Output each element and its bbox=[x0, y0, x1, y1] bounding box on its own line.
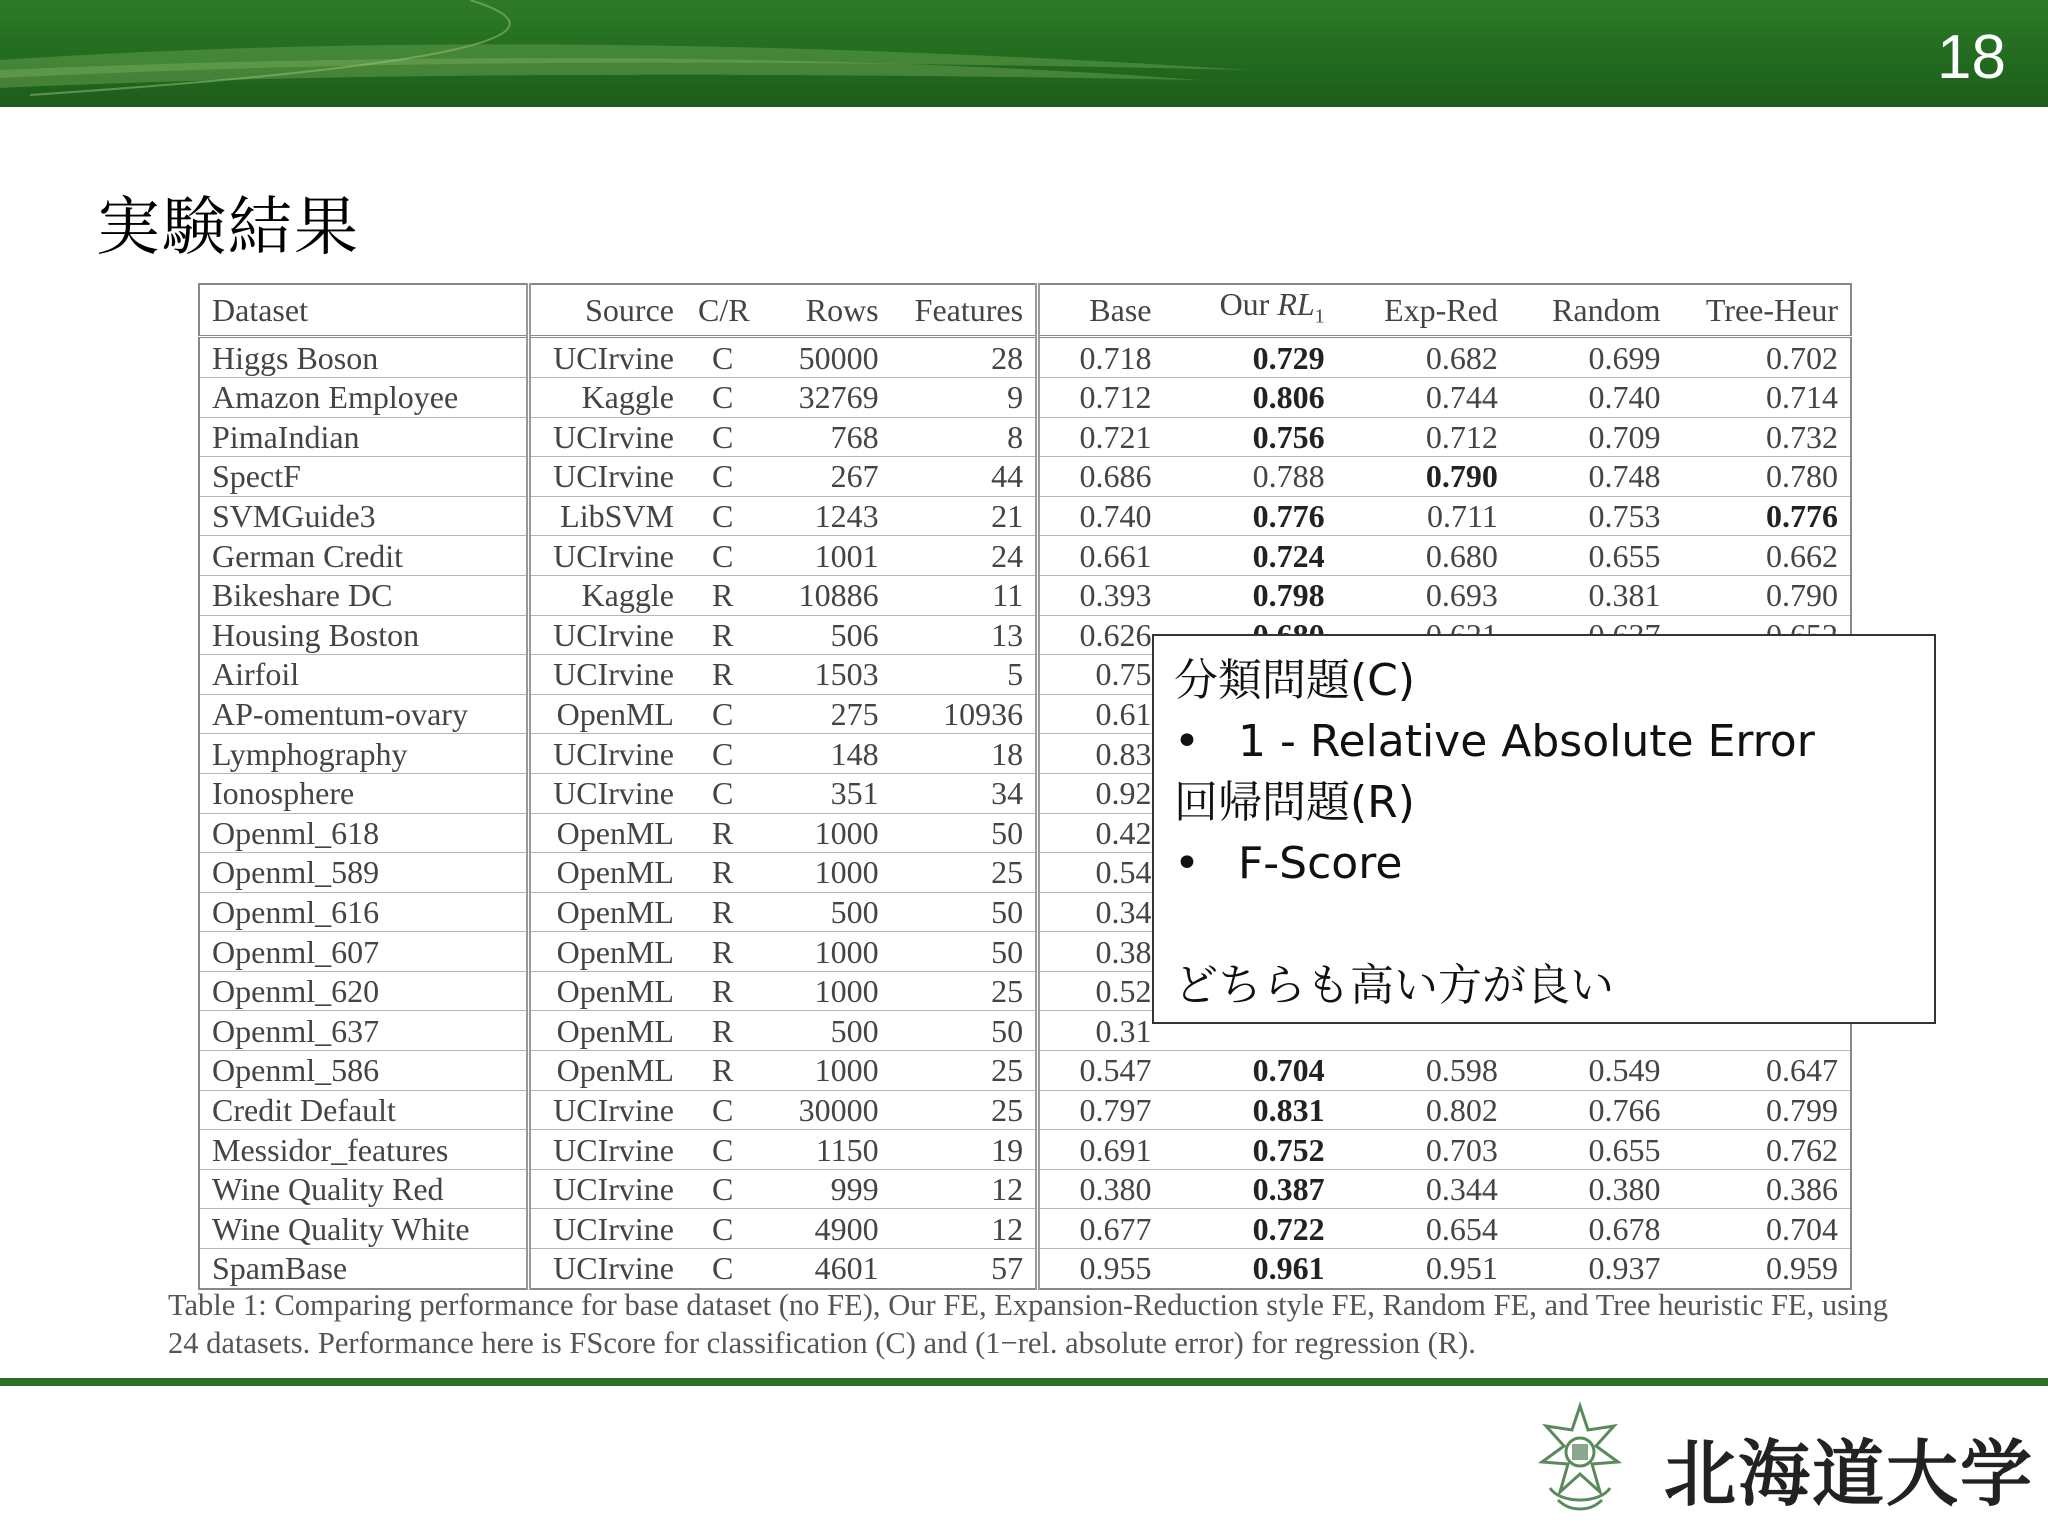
cell-rows: 768 bbox=[759, 417, 890, 457]
cell-base: 0.740 bbox=[1038, 496, 1164, 536]
cell-our: 0.831 bbox=[1164, 1090, 1337, 1130]
cell-our: 0.806 bbox=[1164, 377, 1337, 417]
cell-source: OpenML bbox=[529, 892, 686, 932]
cell-dataset: Ionosphere bbox=[199, 773, 529, 813]
cell-features: 19 bbox=[891, 1130, 1038, 1170]
cell-source: OpenML bbox=[529, 971, 686, 1011]
regression-heading: 回帰問題(R) bbox=[1174, 777, 1415, 828]
cell-cr: C bbox=[686, 457, 759, 497]
classification-metric: 1 - Relative Absolute Error bbox=[1238, 716, 1815, 767]
cell-source: UCIrvine bbox=[529, 1249, 686, 1289]
bullet-marker: • bbox=[1174, 716, 1200, 767]
cell-dataset: Credit Default bbox=[199, 1090, 529, 1130]
cell-source: OpenML bbox=[529, 813, 686, 853]
cell-tree-heur: 0.799 bbox=[1673, 1090, 1851, 1130]
cell-dataset: Housing Boston bbox=[199, 615, 529, 655]
cell-rows: 32769 bbox=[759, 377, 890, 417]
cell-tree-heur: 0.790 bbox=[1673, 575, 1851, 615]
cell-cr: C bbox=[686, 496, 759, 536]
table-row bbox=[199, 1249, 1851, 1289]
cell-rows: 1000 bbox=[759, 813, 890, 853]
legend-conclusion: どちらも高い方が良い bbox=[1174, 960, 1614, 1011]
cell-dataset: Lymphography bbox=[199, 734, 529, 774]
cell-features: 12 bbox=[891, 1169, 1038, 1209]
header-banner bbox=[0, 0, 2048, 107]
cell-features: 25 bbox=[891, 1090, 1038, 1130]
cell-our: 0.776 bbox=[1164, 496, 1337, 536]
cell-source: OpenML bbox=[529, 1051, 686, 1091]
cell-random: 0.937 bbox=[1510, 1249, 1673, 1289]
cell-cr: C bbox=[686, 1169, 759, 1209]
cell-features: 13 bbox=[891, 615, 1038, 655]
cell-tree-heur: 0.714 bbox=[1673, 377, 1851, 417]
cell-base: 0.547 bbox=[1038, 1051, 1164, 1091]
cell-base: 0.393 bbox=[1038, 575, 1164, 615]
cell-source: Kaggle bbox=[529, 575, 686, 615]
cell-base: 0.718 bbox=[1038, 337, 1164, 378]
cell-features: 50 bbox=[891, 1011, 1038, 1051]
cell-features: 9 bbox=[891, 377, 1038, 417]
cell-base: 0.712 bbox=[1038, 377, 1164, 417]
cell-our: 0.798 bbox=[1164, 575, 1337, 615]
cell-source: UCIrvine bbox=[529, 1130, 686, 1170]
cell-rows: 1000 bbox=[759, 932, 890, 972]
cell-source: UCIrvine bbox=[529, 417, 686, 457]
cell-random: 0.740 bbox=[1510, 377, 1673, 417]
cell-cr: R bbox=[686, 655, 759, 695]
cell-random: 0.381 bbox=[1510, 575, 1673, 615]
cell-our: 0.387 bbox=[1164, 1169, 1337, 1209]
cell-base: 0.691 bbox=[1038, 1130, 1164, 1170]
header-our-rl1 bbox=[1164, 284, 1337, 337]
cell-source: UCIrvine bbox=[529, 536, 686, 576]
cell-features: 12 bbox=[891, 1209, 1038, 1249]
cell-exp-red: 0.680 bbox=[1337, 536, 1510, 576]
cell-features: 10936 bbox=[891, 694, 1038, 734]
cell-rows: 1000 bbox=[759, 1051, 890, 1091]
cell-our: 0.729 bbox=[1164, 337, 1337, 378]
cell-source: UCIrvine bbox=[529, 1090, 686, 1130]
header-our-label: Our bbox=[1219, 286, 1270, 322]
cell-our: 0.724 bbox=[1164, 536, 1337, 576]
cell-source: UCIrvine bbox=[529, 773, 686, 813]
cell-cr: C bbox=[686, 1249, 759, 1289]
cell-dataset: Openml_589 bbox=[199, 853, 529, 893]
table-row bbox=[199, 1169, 1851, 1209]
cell-random: 0.678 bbox=[1510, 1209, 1673, 1249]
cell-base: 0.61 bbox=[1038, 694, 1164, 734]
cell-base: 0.955 bbox=[1038, 1249, 1164, 1289]
regression-metric: F-Score bbox=[1238, 838, 1403, 889]
cell-cr: R bbox=[686, 813, 759, 853]
cell-features: 25 bbox=[891, 971, 1038, 1011]
cell-dataset: Airfoil bbox=[199, 655, 529, 695]
cell-rows: 506 bbox=[759, 615, 890, 655]
university-crest-icon bbox=[1530, 1400, 1630, 1518]
cell-random: 0.549 bbox=[1510, 1051, 1673, 1091]
header-exp-red: Exp-Red bbox=[1337, 284, 1510, 337]
cell-dataset: PimaIndian bbox=[199, 417, 529, 457]
cell-dataset: Openml_586 bbox=[199, 1051, 529, 1091]
cell-base: 0.42 bbox=[1038, 813, 1164, 853]
cell-cr: C bbox=[686, 1209, 759, 1249]
cell-tree-heur: 0.704 bbox=[1673, 1209, 1851, 1249]
cell-rows: 500 bbox=[759, 1011, 890, 1051]
cell-our: 0.722 bbox=[1164, 1209, 1337, 1249]
cell-dataset: German Credit bbox=[199, 536, 529, 576]
cell-cr: R bbox=[686, 1051, 759, 1091]
cell-source: UCIrvine bbox=[529, 734, 686, 774]
cell-source: UCIrvine bbox=[529, 655, 686, 695]
cell-cr: R bbox=[686, 971, 759, 1011]
cell-exp-red: 0.344 bbox=[1337, 1169, 1510, 1209]
cell-base: 0.686 bbox=[1038, 457, 1164, 497]
cell-rows: 267 bbox=[759, 457, 890, 497]
cell-rows: 30000 bbox=[759, 1090, 890, 1130]
cell-rows: 4601 bbox=[759, 1249, 890, 1289]
cell-cr: R bbox=[686, 853, 759, 893]
footer-divider bbox=[0, 1378, 2048, 1386]
cell-cr: C bbox=[686, 773, 759, 813]
cell-exp-red: 0.802 bbox=[1337, 1090, 1510, 1130]
cell-base: 0.92 bbox=[1038, 773, 1164, 813]
header-base: Base bbox=[1038, 284, 1164, 337]
table-row bbox=[199, 457, 1851, 497]
cell-dataset: Wine Quality White bbox=[199, 1209, 529, 1249]
cell-dataset: Wine Quality Red bbox=[199, 1169, 529, 1209]
cell-exp-red: 0.744 bbox=[1337, 377, 1510, 417]
cell-exp-red: 0.598 bbox=[1337, 1051, 1510, 1091]
cell-tree-heur: 0.662 bbox=[1673, 536, 1851, 576]
classification-item bbox=[1174, 711, 1914, 772]
cell-features: 21 bbox=[891, 496, 1038, 536]
cell-our: 0.756 bbox=[1164, 417, 1337, 457]
cell-exp-red: 0.712 bbox=[1337, 417, 1510, 457]
cell-random: 0.655 bbox=[1510, 536, 1673, 576]
cell-features: 50 bbox=[891, 932, 1038, 972]
cell-dataset: SVMGuide3 bbox=[199, 496, 529, 536]
cell-base: 0.34 bbox=[1038, 892, 1164, 932]
cell-random: 0.699 bbox=[1510, 337, 1673, 378]
header-random: Random bbox=[1510, 284, 1673, 337]
cell-rows: 1150 bbox=[759, 1130, 890, 1170]
cell-random: 0.753 bbox=[1510, 496, 1673, 536]
table-row bbox=[199, 575, 1851, 615]
cell-features: 50 bbox=[891, 892, 1038, 932]
cell-random: 0.655 bbox=[1510, 1130, 1673, 1170]
cell-dataset: Bikeshare DC bbox=[199, 575, 529, 615]
cell-exp-red: 0.654 bbox=[1337, 1209, 1510, 1249]
cell-tree-heur: 0.386 bbox=[1673, 1169, 1851, 1209]
cell-features: 11 bbox=[891, 575, 1038, 615]
cell-exp-red: 0.790 bbox=[1337, 457, 1510, 497]
cell-base: 0.75 bbox=[1038, 655, 1164, 695]
cell-dataset: Amazon Employee bbox=[199, 377, 529, 417]
cell-tree-heur: 0.702 bbox=[1673, 337, 1851, 378]
cell-source: UCIrvine bbox=[529, 1209, 686, 1249]
header-dataset: Dataset bbox=[199, 284, 529, 337]
university-name: 北海道大学 bbox=[1664, 1431, 2035, 1516]
cell-dataset: Openml_620 bbox=[199, 971, 529, 1011]
table-row bbox=[199, 377, 1851, 417]
cell-rows: 999 bbox=[759, 1169, 890, 1209]
cell-source: UCIrvine bbox=[529, 337, 686, 378]
cell-exp-red: 0.693 bbox=[1337, 575, 1510, 615]
header-features: Features bbox=[891, 284, 1038, 337]
cell-exp-red: 0.951 bbox=[1337, 1249, 1510, 1289]
cell-our: 0.752 bbox=[1164, 1130, 1337, 1170]
metric-legend-box bbox=[1152, 634, 1936, 1024]
cell-cr: C bbox=[686, 337, 759, 378]
legend-spacer bbox=[1174, 894, 1914, 955]
cell-tree-heur: 0.732 bbox=[1673, 417, 1851, 457]
cell-dataset: Openml_637 bbox=[199, 1011, 529, 1051]
cell-cr: C bbox=[686, 1130, 759, 1170]
cell-cr: R bbox=[686, 1011, 759, 1051]
cell-features: 34 bbox=[891, 773, 1038, 813]
cell-our: 0.961 bbox=[1164, 1249, 1337, 1289]
table-row bbox=[199, 496, 1851, 536]
cell-rows: 1503 bbox=[759, 655, 890, 695]
cell-dataset: Openml_616 bbox=[199, 892, 529, 932]
table-row bbox=[199, 1090, 1851, 1130]
cell-random: 0.709 bbox=[1510, 417, 1673, 457]
cell-base: 0.626 bbox=[1038, 615, 1164, 655]
cell-dataset: AP-omentum-ovary bbox=[199, 694, 529, 734]
cell-our: 0.704 bbox=[1164, 1051, 1337, 1091]
table-header-row bbox=[199, 284, 1851, 337]
cell-rows: 10886 bbox=[759, 575, 890, 615]
table-row bbox=[199, 1130, 1851, 1170]
cell-features: 25 bbox=[891, 1051, 1038, 1091]
cell-base: 0.380 bbox=[1038, 1169, 1164, 1209]
classification-heading: 分類問題(C) bbox=[1174, 655, 1416, 706]
cell-cr: C bbox=[686, 377, 759, 417]
cell-features: 44 bbox=[891, 457, 1038, 497]
header-source: Source bbox=[529, 284, 686, 337]
cell-cr: R bbox=[686, 892, 759, 932]
cell-features: 28 bbox=[891, 337, 1038, 378]
cell-cr: R bbox=[686, 575, 759, 615]
cell-tree-heur: 0.959 bbox=[1673, 1249, 1851, 1289]
cell-features: 57 bbox=[891, 1249, 1038, 1289]
cell-random: 0.748 bbox=[1510, 457, 1673, 497]
cell-source: UCIrvine bbox=[529, 615, 686, 655]
cell-rows: 500 bbox=[759, 892, 890, 932]
cell-features: 18 bbox=[891, 734, 1038, 774]
cell-exp-red: 0.682 bbox=[1337, 337, 1510, 378]
cell-random: 0.380 bbox=[1510, 1169, 1673, 1209]
cell-base: 0.677 bbox=[1038, 1209, 1164, 1249]
cell-dataset: Openml_618 bbox=[199, 813, 529, 853]
cell-rows: 275 bbox=[759, 694, 890, 734]
cell-rows: 1243 bbox=[759, 496, 890, 536]
cell-source: LibSVM bbox=[529, 496, 686, 536]
bullet-marker: • bbox=[1174, 838, 1200, 889]
cell-cr: C bbox=[686, 694, 759, 734]
table-row bbox=[199, 1051, 1851, 1091]
cell-features: 8 bbox=[891, 417, 1038, 457]
header-our-math: RL bbox=[1277, 286, 1315, 322]
cell-source: OpenML bbox=[529, 853, 686, 893]
table-row bbox=[199, 536, 1851, 576]
table-caption: Table 1: Comparing performance for base dataset (no FE), Our FE, Expansion-Reduction style FE, Random FE, and Tree heuristic FE, using 24 datasets. Performance here is FScore for classification (C) and (1−rel. absolute error) for regression (R). bbox=[168, 1288, 1888, 1360]
cell-rows: 4900 bbox=[759, 1209, 890, 1249]
cell-rows: 50000 bbox=[759, 337, 890, 378]
cell-rows: 1000 bbox=[759, 971, 890, 1011]
cell-features: 5 bbox=[891, 655, 1038, 695]
cell-features: 24 bbox=[891, 536, 1038, 576]
cell-random: 0.766 bbox=[1510, 1090, 1673, 1130]
cell-our: 0.788 bbox=[1164, 457, 1337, 497]
cell-dataset: SpamBase bbox=[199, 1249, 529, 1289]
cell-dataset: Messidor_features bbox=[199, 1130, 529, 1170]
cell-dataset: Openml_607 bbox=[199, 932, 529, 972]
cell-source: UCIrvine bbox=[529, 1169, 686, 1209]
cell-rows: 351 bbox=[759, 773, 890, 813]
table-row bbox=[199, 337, 1851, 378]
cell-base: 0.31 bbox=[1038, 1011, 1164, 1051]
cell-base: 0.38 bbox=[1038, 932, 1164, 972]
cell-base: 0.797 bbox=[1038, 1090, 1164, 1130]
cell-tree-heur: 0.647 bbox=[1673, 1051, 1851, 1091]
header-cr: C/R bbox=[686, 284, 759, 337]
table-row bbox=[199, 1209, 1851, 1249]
cell-features: 25 bbox=[891, 853, 1038, 893]
cell-dataset: SpectF bbox=[199, 457, 529, 497]
cell-base: 0.83 bbox=[1038, 734, 1164, 774]
cell-source: Kaggle bbox=[529, 377, 686, 417]
cell-tree-heur: 0.780 bbox=[1673, 457, 1851, 497]
cell-source: UCIrvine bbox=[529, 457, 686, 497]
header-tree-heur: Tree-Heur bbox=[1673, 284, 1851, 337]
cell-base: 0.721 bbox=[1038, 417, 1164, 457]
cell-source: OpenML bbox=[529, 694, 686, 734]
cell-cr: R bbox=[686, 932, 759, 972]
regression-item bbox=[1174, 833, 1914, 894]
banner-swoosh-decoration bbox=[0, 0, 2048, 107]
table-row bbox=[199, 417, 1851, 457]
cell-rows: 148 bbox=[759, 734, 890, 774]
cell-cr: C bbox=[686, 1090, 759, 1130]
cell-cr: C bbox=[686, 417, 759, 457]
cell-source: OpenML bbox=[529, 1011, 686, 1051]
cell-cr: R bbox=[686, 615, 759, 655]
cell-base: 0.52 bbox=[1038, 971, 1164, 1011]
cell-tree-heur: 0.762 bbox=[1673, 1130, 1851, 1170]
cell-exp-red: 0.703 bbox=[1337, 1130, 1510, 1170]
cell-rows: 1000 bbox=[759, 853, 890, 893]
cell-cr: C bbox=[686, 734, 759, 774]
cell-exp-red: 0.711 bbox=[1337, 496, 1510, 536]
slide-title: 実験結果 bbox=[96, 191, 360, 265]
cell-features: 50 bbox=[891, 813, 1038, 853]
cell-source: OpenML bbox=[529, 932, 686, 972]
cell-rows: 1001 bbox=[759, 536, 890, 576]
cell-tree-heur: 0.776 bbox=[1673, 496, 1851, 536]
header-our-sub: 1 bbox=[1314, 305, 1325, 328]
header-rows: Rows bbox=[759, 284, 890, 337]
page-number: 18 bbox=[1937, 23, 2006, 92]
cell-base: 0.54 bbox=[1038, 853, 1164, 893]
cell-cr: C bbox=[686, 536, 759, 576]
cell-base: 0.661 bbox=[1038, 536, 1164, 576]
cell-dataset: Higgs Boson bbox=[199, 337, 529, 378]
